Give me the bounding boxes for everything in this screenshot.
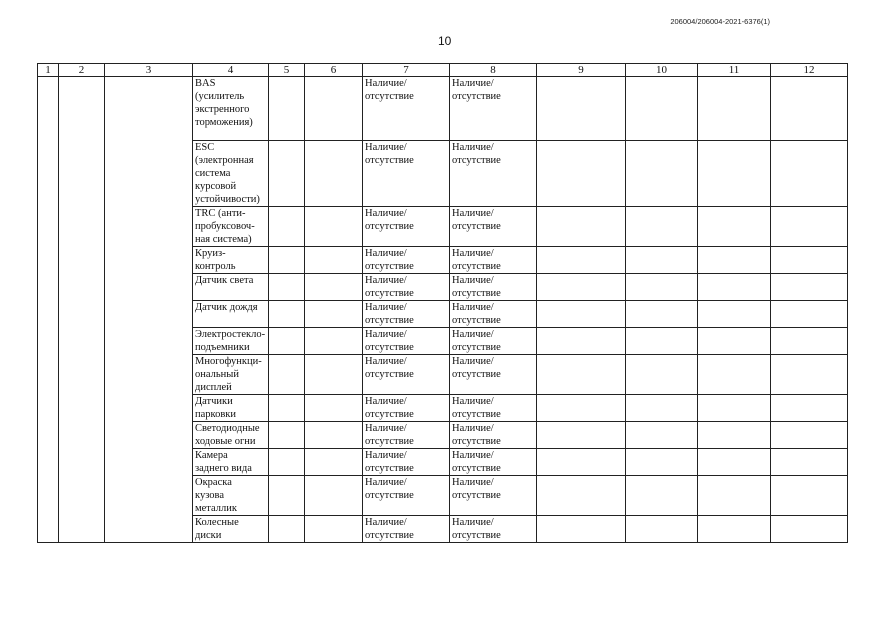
presence-cell-col7: Наличие/ отсутствие	[363, 476, 450, 516]
empty-cell	[698, 207, 771, 247]
empty-cell	[698, 516, 771, 543]
empty-cell	[698, 77, 771, 141]
empty-cell	[269, 141, 305, 207]
feature-name-cell: Светодиодные ходовые огни	[193, 422, 269, 449]
table-body	[38, 77, 848, 543]
empty-cell	[105, 449, 193, 476]
table-row	[38, 301, 848, 328]
empty-cell	[305, 328, 363, 355]
empty-cell	[105, 207, 193, 247]
empty-cell	[38, 516, 59, 543]
column-header: 1	[38, 64, 59, 77]
presence-cell-col8: Наличие/ отсутствие	[450, 274, 537, 301]
presence-cell-col7: Наличие/ отсутствие	[363, 301, 450, 328]
feature-name-cell: Датчик света	[193, 274, 269, 301]
empty-cell	[626, 77, 698, 141]
empty-cell	[537, 449, 626, 476]
presence-cell-col7: Наличие/ отсутствие	[363, 141, 450, 207]
empty-cell	[626, 355, 698, 395]
page-number: 10	[438, 34, 452, 48]
empty-cell	[269, 476, 305, 516]
empty-cell	[626, 274, 698, 301]
empty-cell	[698, 449, 771, 476]
empty-cell	[771, 328, 848, 355]
empty-cell	[537, 355, 626, 395]
presence-cell-col7: Наличие/ отсутствие	[363, 516, 450, 543]
table-row	[38, 422, 848, 449]
empty-cell	[105, 422, 193, 449]
empty-cell	[269, 274, 305, 301]
empty-cell	[305, 247, 363, 274]
empty-cell	[269, 355, 305, 395]
feature-name-cell: Камера заднего вида	[193, 449, 269, 476]
feature-name-cell: Круиз- контроль	[193, 247, 269, 274]
empty-cell	[698, 395, 771, 422]
presence-cell-col8: Наличие/ отсутствие	[450, 328, 537, 355]
empty-cell	[305, 77, 363, 141]
empty-cell	[537, 274, 626, 301]
column-header: 10	[626, 64, 698, 77]
empty-cell	[38, 77, 59, 141]
empty-cell	[59, 247, 105, 274]
empty-cell	[537, 207, 626, 247]
feature-name-cell: ESC (электронная система курсовой устойчивости)	[193, 141, 269, 207]
empty-cell	[38, 301, 59, 328]
empty-cell	[305, 301, 363, 328]
empty-cell	[698, 301, 771, 328]
empty-cell	[698, 247, 771, 274]
empty-cell	[626, 247, 698, 274]
empty-cell	[305, 274, 363, 301]
empty-cell	[626, 328, 698, 355]
empty-cell	[771, 476, 848, 516]
empty-cell	[305, 449, 363, 476]
feature-name-cell: Датчики парковки	[193, 395, 269, 422]
empty-cell	[771, 77, 848, 141]
empty-cell	[105, 141, 193, 207]
empty-cell	[59, 355, 105, 395]
empty-cell	[38, 355, 59, 395]
empty-cell	[626, 449, 698, 476]
empty-cell	[38, 274, 59, 301]
column-number-row	[38, 64, 848, 77]
empty-cell	[771, 247, 848, 274]
empty-cell	[537, 476, 626, 516]
table-row	[38, 328, 848, 355]
presence-cell-col8: Наличие/ отсутствие	[450, 141, 537, 207]
empty-cell	[269, 328, 305, 355]
feature-name-cell: Окраска кузова металлик	[193, 476, 269, 516]
empty-cell	[771, 141, 848, 207]
table-row	[38, 207, 848, 247]
empty-cell	[626, 516, 698, 543]
equipment-table	[37, 63, 848, 543]
column-header: 8	[450, 64, 537, 77]
empty-cell	[537, 516, 626, 543]
empty-cell	[537, 301, 626, 328]
empty-cell	[771, 516, 848, 543]
empty-cell	[269, 449, 305, 476]
empty-cell	[59, 422, 105, 449]
empty-cell	[105, 328, 193, 355]
empty-cell	[269, 301, 305, 328]
empty-cell	[771, 449, 848, 476]
feature-name-cell: TRC (анти- пробуксовоч- ная система)	[193, 207, 269, 247]
empty-cell	[626, 395, 698, 422]
empty-cell	[626, 422, 698, 449]
empty-cell	[537, 77, 626, 141]
empty-cell	[38, 449, 59, 476]
empty-cell	[269, 422, 305, 449]
table-row	[38, 516, 848, 543]
feature-name-cell: BAS (усилитель экстренного торможения)	[193, 77, 269, 141]
empty-cell	[626, 476, 698, 516]
empty-cell	[771, 274, 848, 301]
empty-cell	[105, 476, 193, 516]
empty-cell	[269, 247, 305, 274]
empty-cell	[305, 141, 363, 207]
empty-cell	[38, 247, 59, 274]
presence-cell-col8: Наличие/ отсутствие	[450, 476, 537, 516]
table-row	[38, 449, 848, 476]
presence-cell-col7: Наличие/ отсутствие	[363, 449, 450, 476]
presence-cell-col8: Наличие/ отсутствие	[450, 395, 537, 422]
presence-cell-col7: Наличие/ отсутствие	[363, 422, 450, 449]
empty-cell	[698, 141, 771, 207]
empty-cell	[105, 77, 193, 141]
feature-name-cell: Электростекло- подъемники	[193, 328, 269, 355]
column-header: 3	[105, 64, 193, 77]
empty-cell	[59, 449, 105, 476]
empty-cell	[626, 141, 698, 207]
presence-cell-col8: Наличие/ отсутствие	[450, 247, 537, 274]
empty-cell	[59, 516, 105, 543]
presence-cell-col8: Наличие/ отсутствие	[450, 207, 537, 247]
empty-cell	[38, 141, 59, 207]
empty-cell	[771, 395, 848, 422]
empty-cell	[771, 422, 848, 449]
column-header: 11	[698, 64, 771, 77]
empty-cell	[537, 247, 626, 274]
empty-cell	[771, 355, 848, 395]
empty-cell	[537, 141, 626, 207]
empty-cell	[305, 422, 363, 449]
presence-cell-col8: Наличие/ отсутствие	[450, 516, 537, 543]
feature-name-cell: Колесные диски	[193, 516, 269, 543]
presence-cell-col7: Наличие/ отсутствие	[363, 247, 450, 274]
presence-cell-col7: Наличие/ отсутствие	[363, 328, 450, 355]
empty-cell	[59, 476, 105, 516]
empty-cell	[305, 476, 363, 516]
empty-cell	[105, 247, 193, 274]
empty-cell	[305, 516, 363, 543]
column-header: 12	[771, 64, 848, 77]
empty-cell	[698, 274, 771, 301]
table-row	[38, 247, 848, 274]
empty-cell	[698, 355, 771, 395]
empty-cell	[59, 328, 105, 355]
empty-cell	[59, 207, 105, 247]
empty-cell	[59, 301, 105, 328]
empty-cell	[771, 207, 848, 247]
empty-cell	[38, 422, 59, 449]
empty-cell	[698, 476, 771, 516]
empty-cell	[59, 141, 105, 207]
empty-cell	[38, 328, 59, 355]
presence-cell-col8: Наличие/ отсутствие	[450, 301, 537, 328]
empty-cell	[698, 328, 771, 355]
empty-cell	[105, 395, 193, 422]
presence-cell-col7: Наличие/ отсутствие	[363, 207, 450, 247]
column-header: 6	[305, 64, 363, 77]
presence-cell-col7: Наличие/ отсутствие	[363, 395, 450, 422]
empty-cell	[269, 516, 305, 543]
empty-cell	[537, 328, 626, 355]
column-header: 4	[193, 64, 269, 77]
empty-cell	[105, 274, 193, 301]
table-row	[38, 395, 848, 422]
presence-cell-col8: Наличие/ отсутствие	[450, 422, 537, 449]
empty-cell	[59, 274, 105, 301]
column-header: 7	[363, 64, 450, 77]
empty-cell	[537, 422, 626, 449]
empty-cell	[105, 355, 193, 395]
presence-cell-col8: Наличие/ отсутствие	[450, 355, 537, 395]
table-row	[38, 274, 848, 301]
document-id: 206004/206004-2021-6376(1)	[670, 17, 770, 26]
empty-cell	[59, 395, 105, 422]
empty-cell	[305, 395, 363, 422]
feature-name-cell: Многофункци- ональный дисплей	[193, 355, 269, 395]
empty-cell	[38, 395, 59, 422]
empty-cell	[698, 422, 771, 449]
empty-cell	[105, 301, 193, 328]
table-row	[38, 355, 848, 395]
empty-cell	[626, 301, 698, 328]
empty-cell	[269, 207, 305, 247]
empty-cell	[305, 207, 363, 247]
empty-cell	[105, 516, 193, 543]
empty-cell	[626, 207, 698, 247]
presence-cell-col7: Наличие/ отсутствие	[363, 274, 450, 301]
table-row	[38, 77, 848, 141]
table-row	[38, 141, 848, 207]
feature-name-cell: Датчик дождя	[193, 301, 269, 328]
presence-cell-col7: Наличие/ отсутствие	[363, 355, 450, 395]
empty-cell	[269, 77, 305, 141]
column-header: 5	[269, 64, 305, 77]
empty-cell	[38, 476, 59, 516]
column-header: 2	[59, 64, 105, 77]
table-row	[38, 476, 848, 516]
empty-cell	[537, 395, 626, 422]
empty-cell	[59, 77, 105, 141]
empty-cell	[771, 301, 848, 328]
column-header: 9	[537, 64, 626, 77]
presence-cell-col8: Наличие/ отсутствие	[450, 449, 537, 476]
presence-cell-col7: Наличие/ отсутствие	[363, 77, 450, 141]
empty-cell	[305, 355, 363, 395]
empty-cell	[269, 395, 305, 422]
presence-cell-col8: Наличие/ отсутствие	[450, 77, 537, 141]
empty-cell	[38, 207, 59, 247]
